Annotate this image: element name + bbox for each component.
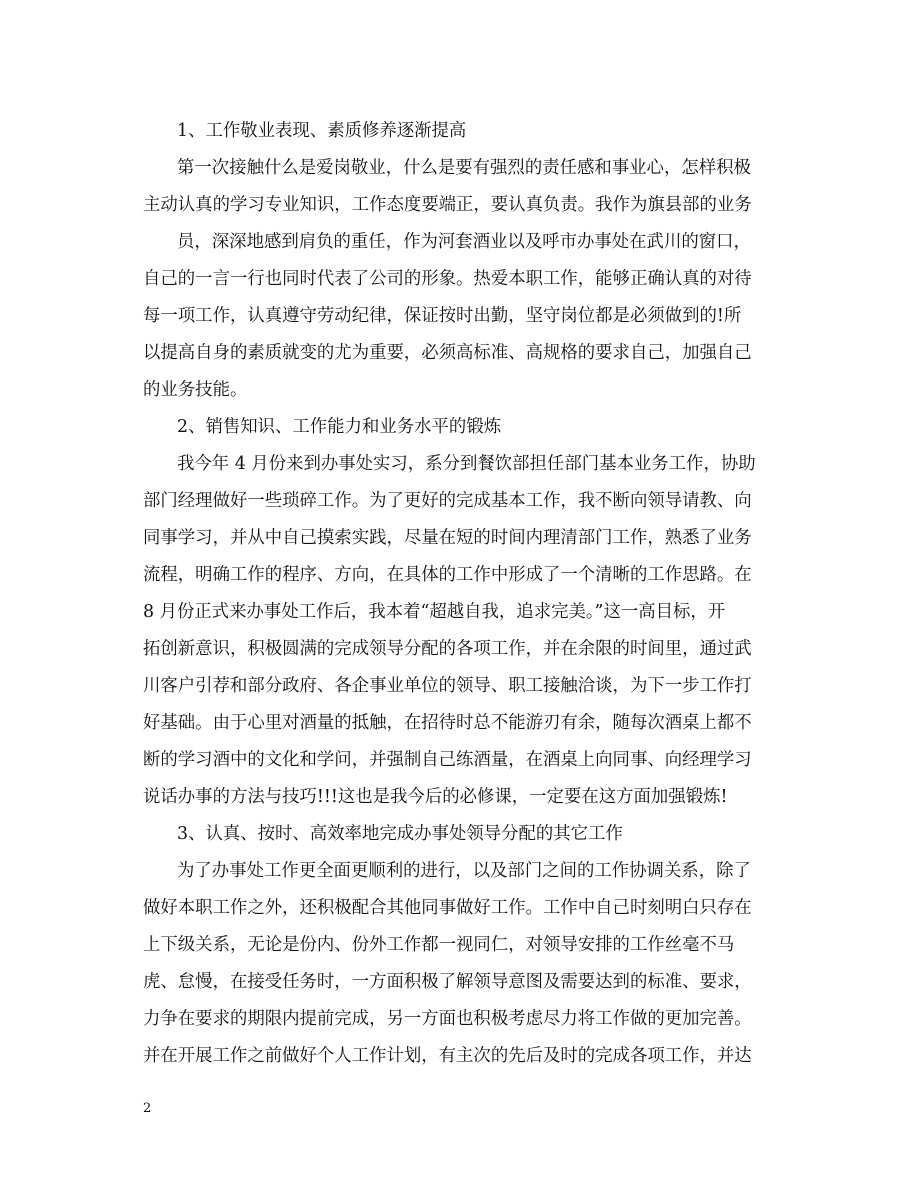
text-line: 的业务技能。: [143, 380, 248, 400]
text-line: 虎、怠慢，在接受任务时，一方面积极了解领导意图及需要达到的标准、要求，: [143, 972, 752, 992]
text-line: 上下级关系，无论是份内、份外工作都一视同仁，对领导安排的工作丝毫不马: [143, 935, 735, 955]
text-line: 2、销售知识、工作能力和业务水平的锻炼: [177, 417, 502, 437]
text-line: 部门经理做好一些琐碎工作。为了更好的完成基本工作，我不断向领导请教、向: [143, 491, 752, 511]
text-line: 3、认真、按时、高效率地完成办事处领导分配的其它工作: [177, 824, 623, 844]
text-line: 同事学习，并从中自己摸索实践，尽量在短的时间内理清部门工作，熟悉了业务: [143, 528, 752, 548]
text-line: 拓创新意识，积极圆满的完成领导分配的各项工作，并在余限的时间里，通过武: [143, 639, 752, 659]
text-line: 力争在要求的期限内提前完成，另一方面也积极考虑尽力将工作做的更加完善。: [143, 1009, 752, 1029]
text-line: 断的学习酒中的文化和学问，并强制自己练酒量，在酒桌上向同事、向经理学习: [143, 750, 752, 770]
text-line: 做好本职工作之外，还积极配合其他同事做好工作。工作中自己时刻明白只存在: [143, 898, 752, 918]
text-line: 好基础。由于心里对酒量的抵触，在招待时总不能游刃有余，随每次酒桌上都不: [143, 713, 752, 733]
text-line: 8 月份正式来办事处工作后，我本着“超越自我，追求完美。”这一高目标，开: [143, 602, 726, 622]
text-line: 以提高自身的素质就变的尤为重要，必须高标准、高规格的要求自己，加强自己: [143, 343, 752, 363]
text-line: 说话办事的方法与技巧!!!这也是我今后的必修课，一定要在这方面加强锻炼!: [143, 787, 728, 807]
page-number: 2: [143, 1101, 152, 1116]
text-line: 第一次接触什么是爱岗敬业，什么是要有强烈的责任感和事业心，怎样积极: [177, 158, 751, 178]
text-line: 川客户引荐和部分政府、各企事业单位的领导、职工接触洽谈，为下一步工作打: [143, 676, 752, 696]
text-line: 我今年 4 月份来到办事处实习，系分到餐饮部担任部门基本业务工作，协助: [177, 454, 756, 474]
text-line: 1、工作敬业表现、素质修养逐渐提高: [177, 121, 467, 141]
text-line: 为了办事处工作更全面更顺利的进行，以及部门之间的工作协调关系，除了: [177, 861, 751, 881]
text-line: 主动认真的学习专业知识，工作态度要端正，要认真负责。我作为旗县部的业务: [143, 195, 752, 215]
document-body: [143, 113, 777, 1075]
text-line: 员，深深地感到肩负的重任，作为河套酒业以及呼市办事处在武川的窗口，: [177, 232, 751, 252]
text-line: 每一项工作，认真遵守劳动纪律，保证按时出勤，坚守岗位都是必须做到的!所: [143, 306, 742, 326]
text-line: 自己的一言一行也同时代表了公司的形象。热爱本职工作，能够正确认真的对待: [143, 269, 752, 289]
text-line: 并在开展工作之前做好个人工作计划，有主次的先后及时的完成各项工作，并达: [143, 1046, 752, 1066]
text-line: 流程，明确工作的程序、方向，在具体的工作中形成了一个清晰的工作思路。在: [143, 565, 752, 585]
